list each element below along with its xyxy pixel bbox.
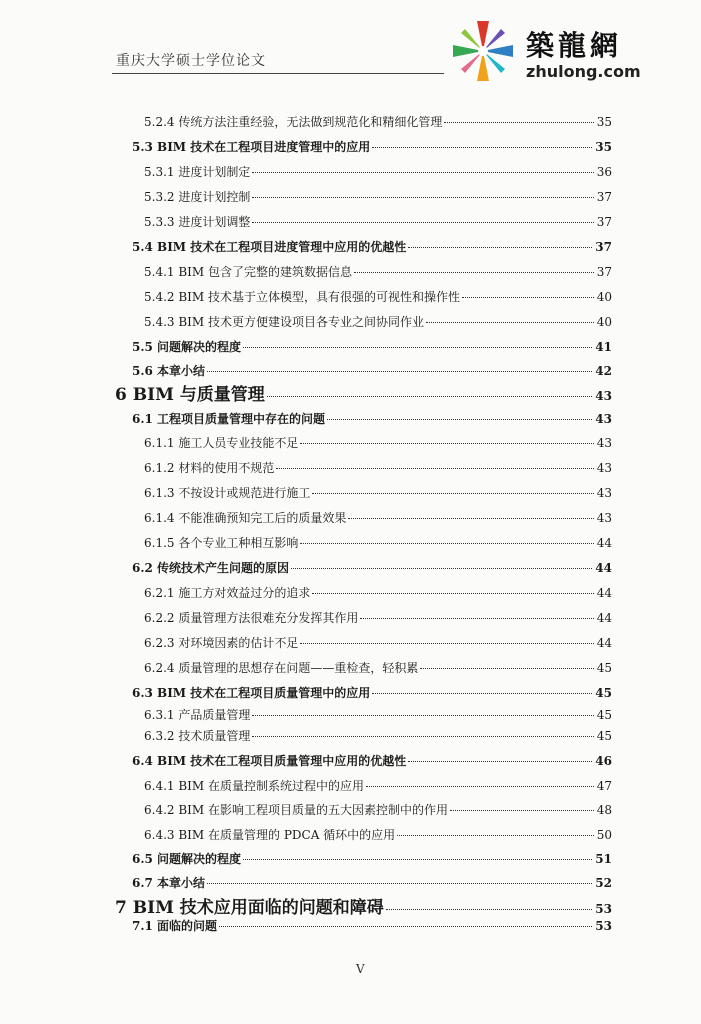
toc-entry-title: 5.2.4 传统方法注重经验，无法做到规范化和精细化管理 — [144, 115, 443, 129]
toc-entry-page: 43 — [596, 486, 612, 500]
toc-entry-title: 5.4.2 BIM 技术基于立体模型，具有很强的可视性和操作性 — [144, 290, 461, 304]
toc-entry — [115, 893, 612, 918]
toc-entry — [144, 634, 612, 651]
toc-leader-dots — [291, 568, 592, 569]
toc-entry-page: 43 — [596, 436, 612, 450]
toc-leader-dots — [372, 693, 592, 694]
toc-leader-dots — [252, 715, 593, 716]
toc-entry-title: 6.1.5 各个专业工种相互影响 — [144, 536, 299, 550]
toc-entry-title: 6.1 工程项目质量管理中存在的问题 — [132, 412, 326, 426]
toc-entry — [144, 727, 612, 744]
toc-entry — [144, 288, 612, 305]
toc-entry-page: 51 — [595, 852, 612, 866]
toc-entry-title: 7.1 面临的问题 — [132, 919, 218, 933]
toc-entry — [132, 238, 612, 255]
toc-entry-page: 40 — [596, 290, 612, 304]
toc-leader-dots — [327, 419, 592, 420]
toc-entry — [132, 850, 612, 867]
toc-entry-page: 40 — [596, 315, 612, 329]
watermark-logo — [448, 14, 648, 88]
toc-leader-dots — [426, 322, 594, 323]
toc-entry — [144, 777, 612, 794]
toc-entry — [144, 706, 612, 723]
toc-entry — [132, 752, 612, 769]
header-rule — [112, 73, 444, 74]
toc-leader-dots — [300, 443, 593, 444]
toc-entry — [144, 459, 612, 476]
toc-entry — [144, 113, 612, 130]
toc-entry-page: 50 — [596, 828, 612, 842]
toc-entry-title: 6.3 BIM 技术在工程项目质量管理中的应用 — [132, 686, 371, 700]
pinwheel-logo-icon — [448, 16, 518, 86]
toc-entry — [132, 684, 612, 701]
toc-entry-page: 35 — [595, 140, 612, 154]
toc-entry-title: 6.1.3 不按设计或规范进行施工 — [144, 486, 311, 500]
toc-entry-title: 6.5 问题解决的程度 — [132, 852, 242, 866]
toc-leader-dots — [300, 543, 593, 544]
toc-entry-title: 5.6 本章小结 — [132, 364, 206, 378]
toc-entry — [132, 917, 612, 934]
toc-entry-title: 6.2.4 质量管理的思想存在问题——重检查，轻积累 — [144, 661, 419, 675]
toc-entry-page: 53 — [595, 919, 612, 933]
toc-leader-dots — [450, 810, 594, 811]
toc-entry-title: 6.1.2 材料的使用不规范 — [144, 461, 275, 475]
toc-entry — [144, 509, 612, 526]
toc-leader-dots — [252, 197, 593, 198]
toc-leader-dots — [252, 222, 593, 223]
toc-entry-page: 53 — [595, 902, 612, 916]
toc-entry-page: 52 — [595, 876, 612, 890]
toc-entry — [144, 213, 612, 230]
logo-url: zhulong.com — [526, 62, 641, 81]
toc-entry — [132, 138, 612, 155]
toc-leader-dots — [354, 272, 594, 273]
toc-leader-dots — [348, 518, 593, 519]
toc-entry-page: 48 — [596, 803, 612, 817]
toc-entry-title: 5.4.3 BIM 技术更方便建设项目各专业之间协同作业 — [144, 315, 425, 329]
toc-leader-dots — [207, 883, 592, 884]
toc-leader-dots — [462, 297, 594, 298]
toc-entry — [144, 484, 612, 501]
toc-entry-page: 37 — [596, 215, 612, 229]
toc-entry-page: 37 — [596, 190, 612, 204]
toc-entry-page: 44 — [596, 611, 612, 625]
toc-entry — [132, 874, 612, 891]
toc-entry-title: 5.4.1 BIM 包含了完整的建筑数据信息 — [144, 265, 353, 279]
toc-entry-title: 6.3.2 技术质量管理 — [144, 729, 251, 743]
toc-entry — [132, 559, 612, 576]
toc-leader-dots — [276, 468, 593, 469]
toc-leader-dots — [408, 761, 592, 762]
toc-leader-dots — [252, 736, 593, 737]
toc-entry-page: 43 — [595, 412, 612, 426]
toc-entry-title: 6 BIM 与质量管理 — [115, 385, 265, 405]
toc-leader-dots — [366, 786, 594, 787]
toc-entry-page: 44 — [596, 536, 612, 550]
toc-entry — [115, 380, 612, 405]
toc-entry-page: 45 — [596, 708, 612, 722]
logo-text: 築龍網 — [526, 29, 623, 62]
toc-leader-dots — [312, 493, 593, 494]
toc-leader-dots — [444, 122, 593, 123]
toc-entry-title: 5.3.1 进度计划制定 — [144, 165, 251, 179]
toc-entry — [144, 584, 612, 601]
toc-entry — [144, 434, 612, 451]
toc-entry-title: 6.7 本章小结 — [132, 876, 206, 890]
toc-entry — [144, 188, 612, 205]
toc-leader-dots — [420, 668, 593, 669]
toc-entry-page: 36 — [596, 165, 612, 179]
toc-entry-title: 5.4 BIM 技术在工程项目进度管理中应用的优越性 — [132, 240, 407, 254]
toc-entry-page: 47 — [596, 779, 612, 793]
toc-entry-title: 6.2.2 质量管理方法很难充分发挥其作用 — [144, 611, 359, 625]
toc-entry-page: 45 — [595, 686, 612, 700]
toc-entry — [144, 313, 612, 330]
toc-entry-title: 6.1.4 不能准确预知完工后的质量效果 — [144, 511, 347, 525]
toc-entry-page: 46 — [595, 754, 612, 768]
toc-entry-page: 44 — [596, 636, 612, 650]
toc-leader-dots — [243, 859, 592, 860]
toc-entry — [144, 534, 612, 551]
toc-leader-dots — [219, 926, 592, 927]
toc-entry-title: 6.2.1 施工方对效益过分的追求 — [144, 586, 311, 600]
toc-entry-page: 44 — [595, 561, 612, 575]
toc-entry — [132, 362, 612, 379]
toc-entry-page: 43 — [595, 389, 612, 403]
toc-entry — [144, 609, 612, 626]
toc-leader-dots — [252, 172, 593, 173]
toc-leader-dots — [243, 347, 592, 348]
toc-leader-dots — [312, 593, 593, 594]
toc-entry — [144, 263, 612, 280]
toc-entry-page: 43 — [596, 461, 612, 475]
toc-entry — [144, 801, 612, 818]
toc-entry-page: 45 — [596, 661, 612, 675]
toc-entry-title: 6.4.3 BIM 在质量管理的 PDCA 循环中的应用 — [144, 828, 396, 842]
toc-entry-title: 6.4 BIM 技术在工程项目质量管理中应用的优越性 — [132, 754, 407, 768]
toc-entry-page: 41 — [595, 340, 612, 354]
toc-entry — [132, 338, 612, 355]
toc-leader-dots — [207, 371, 592, 372]
toc-entry-page: 42 — [595, 364, 612, 378]
toc-entry — [144, 826, 612, 843]
toc-entry-page: 45 — [596, 729, 612, 743]
toc-leader-dots — [408, 247, 592, 248]
toc-entry-title: 5.3.3 进度计划调整 — [144, 215, 251, 229]
toc-entry-title: 5.5 问题解决的程度 — [132, 340, 242, 354]
toc-entry — [144, 163, 612, 180]
toc-leader-dots — [267, 396, 592, 397]
toc-leader-dots — [360, 618, 593, 619]
toc-entry-page: 35 — [596, 115, 612, 129]
toc-entry-title: 6.2 传统技术产生问题的原因 — [132, 561, 290, 575]
toc-entry-title: 6.3.1 产品质量管理 — [144, 708, 251, 722]
toc-entry-title: 5.3.2 进度计划控制 — [144, 190, 251, 204]
toc-entry-title: 6.2.3 对环境因素的估计不足 — [144, 636, 299, 650]
toc-entry-title: 6.4.2 BIM 在影响工程项目质量的五大因素控制中的作用 — [144, 803, 449, 817]
toc-leader-dots — [372, 147, 592, 148]
toc-entry-title: 7 BIM 技术应用面临的问题和障碍 — [115, 898, 384, 918]
toc-entry-title: 6.1.1 施工人员专业技能不足 — [144, 436, 299, 450]
toc-entry — [144, 659, 612, 676]
toc-entry-page: 37 — [595, 240, 612, 254]
toc-entry-title: 6.4.1 BIM 在质量控制系统过程中的应用 — [144, 779, 365, 793]
toc-leader-dots — [300, 643, 593, 644]
toc-entry-page: 44 — [596, 586, 612, 600]
toc-entry — [132, 410, 612, 427]
header-title: 重庆大学硕士学位论文 — [116, 53, 266, 69]
page-number: V — [356, 962, 365, 976]
toc-entry-page: 43 — [596, 511, 612, 525]
toc-leader-dots — [397, 835, 594, 836]
toc-leader-dots — [386, 909, 592, 910]
toc-entry-title: 5.3 BIM 技术在工程项目进度管理中的应用 — [132, 140, 371, 154]
toc-entry-page: 37 — [596, 265, 612, 279]
